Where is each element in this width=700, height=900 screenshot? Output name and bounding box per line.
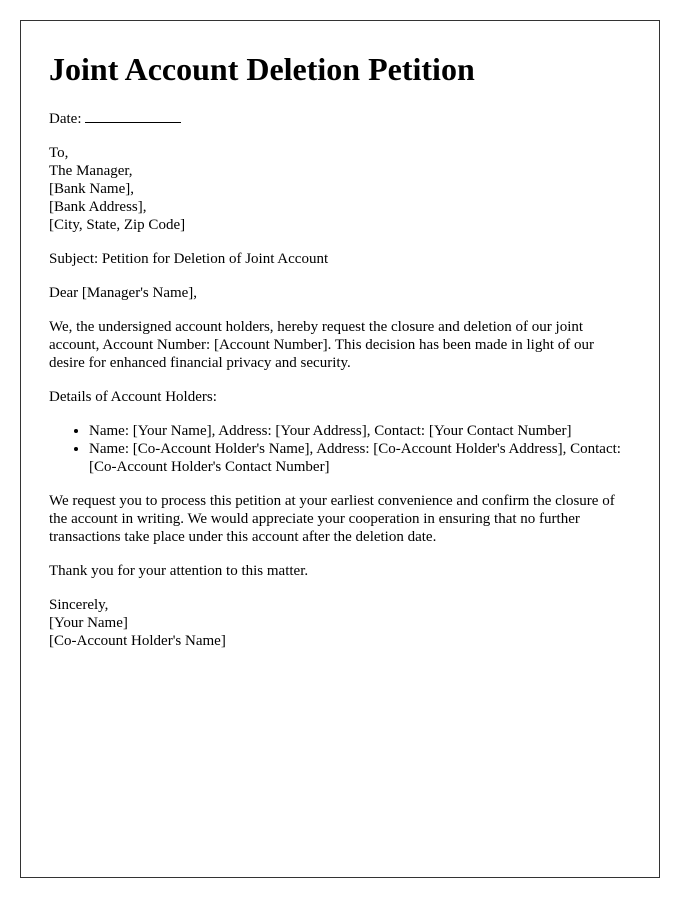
recipient-address <box>49 144 631 234</box>
signature-name: [Your Name] <box>49 615 128 631</box>
account-holders-list <box>49 422 631 476</box>
address-line: [Bank Address], <box>49 199 147 215</box>
salutation: Dear [Manager's Name], <box>49 285 198 301</box>
closing-line: Sincerely, <box>49 597 109 613</box>
document-title: Joint Account Deletion Petition <box>49 51 475 87</box>
closing-block <box>49 596 631 650</box>
date-label: Date: <box>49 111 82 127</box>
address-line: [Bank Name], <box>49 181 134 197</box>
signature-name: [Co-Account Holder's Name] <box>49 633 226 649</box>
letter-page <box>20 20 660 878</box>
address-line: [City, State, Zip Code] <box>49 217 186 233</box>
date-line <box>49 109 631 128</box>
address-line: To, <box>49 145 69 161</box>
address-line: The Manager, <box>49 163 133 179</box>
list-item: • Name: [Your Name], Address: [Your Address], Contact: [Your Contact Number] <box>89 422 631 440</box>
date-blank-line <box>85 109 181 123</box>
list-item: • Name: [Co-Account Holder's Name], Address: [Co-Account Holder's Address], Contact: [Co-Account Holder's Contact Number] <box>89 440 631 476</box>
subject-line: Subject: Petition for Deletion of Joint Account <box>49 251 329 267</box>
thanks-line: Thank you for your attention to this matter. <box>49 563 309 579</box>
intro-paragraph: We, the undersigned account holders, hereby request the closure and deletion of our joint account, Account Number: [Account Number]. This decision has been made in light of our desire for enhanced financial privacy and security. <box>49 319 594 371</box>
request-paragraph: We request you to process this petition at your earliest convenience and confirm the closure of the account in writing. We would appreciate your cooperation in ensuring that no further transactions take place under this account after the deletion date. <box>49 493 615 545</box>
details-heading: Details of Account Holders: <box>49 389 217 405</box>
